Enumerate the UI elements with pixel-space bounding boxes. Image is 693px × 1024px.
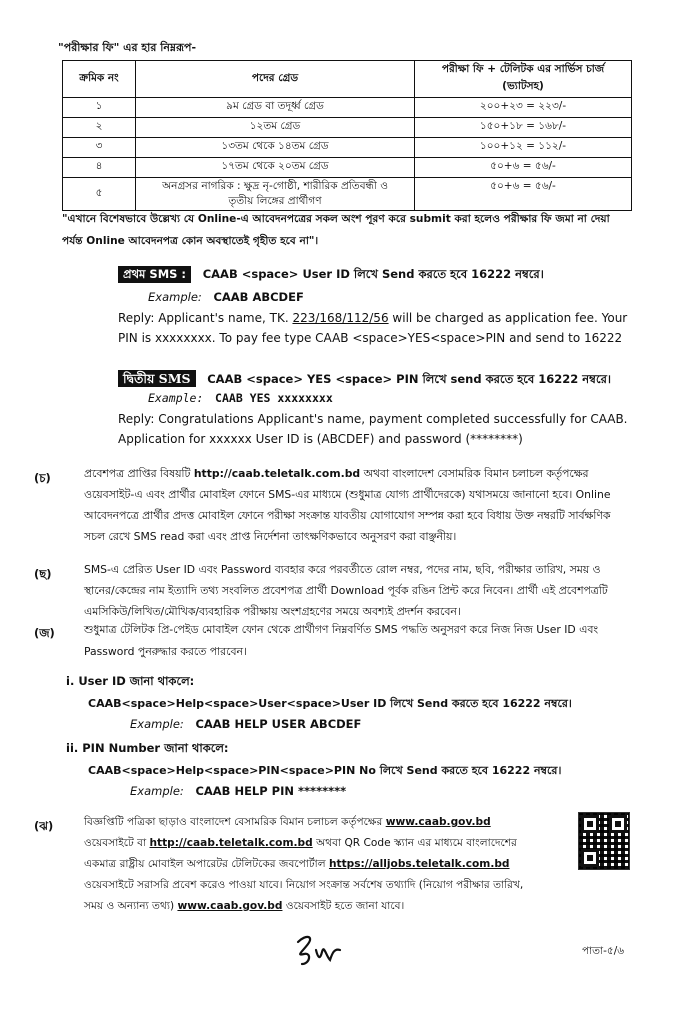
row-grade-line1: অনগ্রসর নাগরিক : ক্ষুদ্র নৃ-গোষ্ঠী, শারীরিক প্রতিবন্ধী ও [162, 180, 388, 192]
row-fee: ১৫০+১৮ = ১৬৮/- [415, 118, 632, 138]
row-serial: ৪ [63, 158, 136, 178]
item2-example [130, 784, 346, 799]
section-jha-line-2 [84, 836, 517, 851]
section-jha-line2-a: ওয়েবসাইটে বা [84, 837, 147, 849]
sms2-reply-line-2: Application for xxxxxx User ID is (ABCDEF) and password (********) [118, 432, 523, 446]
warning-line-2: পর্যন্ত Online আবেদনপত্র কোন অবস্থাতেই গৃহীত হবে না"। [62, 235, 319, 247]
sms1-block [118, 266, 544, 283]
sms2-example-label: Example: [148, 391, 204, 405]
qr-code-icon[interactable] [578, 812, 630, 870]
caab-website-link-2[interactable]: www.caab.gov.bd [177, 900, 283, 912]
row-grade: ৯ম গ্রেড বা তদূর্ধ্ব গ্রেড [136, 98, 415, 118]
sms1-reply-prefix: Reply: Applicant's name, TK. [118, 311, 289, 325]
row-fee: ৫০+৬ = ৫৬/- [415, 158, 632, 178]
row-serial: ৩ [63, 138, 136, 158]
section-chha-line-1: SMS-এ প্রেরিত User ID এবং Password ব্যবহার করে পরবর্তীতে রোল নম্বর, পদের নাম, ছবি, পরীক্ষার তারিখ, সময় ও [84, 563, 601, 576]
row-grade: ১৭তম থেকে ২০তম গ্রেড [136, 158, 415, 178]
section-ja-label: (জ) [34, 626, 55, 640]
fee-table-header [63, 61, 632, 98]
sms1-instruction: CAAB <space> User ID লিখে Send করতে হবে 16222 নম্বরে। [202, 267, 544, 281]
item1-title: i. User ID জানা থাকলে: [66, 674, 195, 688]
item2-example-label: Example: [130, 784, 184, 798]
row-serial: ১ [63, 98, 136, 118]
section-ja-line-2: Password পুনরুদ্ধার করতে পারবেন। [84, 645, 247, 658]
section-chha-label: (ছ) [34, 567, 52, 581]
alljobs-link[interactable]: https://alljobs.teletalk.com.bd [328, 858, 510, 870]
table-row [63, 158, 632, 178]
header-fee: পরীক্ষা ফি + টেলিটক এর সার্ভিস চার্জ (ভ্যাটসহ) [415, 61, 632, 98]
sms1-reply-line-2: PIN is xxxxxxxx. To pay fee type CAAB <space>YES<space>PIN and send to 16222 [118, 331, 623, 345]
sms2-block [118, 370, 611, 387]
sms1-reply-amount: 223/168/112/56 [292, 311, 389, 325]
section-cha-line1-b: অথবা বাংলাদেশ বেসামরিক বিমান চলাচল কর্তৃপক্ষের [363, 467, 589, 480]
caab-website-link[interactable]: www.caab.gov.bd [385, 816, 491, 828]
row-serial: ৫ [63, 178, 136, 211]
sms2-instruction: CAAB <space> YES <space> PIN লিখে send করতে হবে 16222 নম্বরে। [207, 372, 612, 386]
section-chha-line-2: স্থানের/কেন্দ্রের নাম ইত্যাদি তথ্য সংবলিত প্রবেশপত্র প্রার্থী Download পূর্বক রঙিন প্রিন্ট করে নিবেন। প্রার্থী এই প্রবেশপত্রটি [84, 584, 608, 597]
row-grade-line2: তৃতীয় লিঙ্গের প্রার্থীগণ [228, 195, 322, 207]
row-grade [136, 178, 415, 211]
item2-example-value: CAAB HELP PIN ******** [195, 784, 347, 798]
sms1-reply-suffix: will be charged as application fee. Your [392, 311, 628, 325]
sms1-tag: প্রথম SMS : [118, 266, 191, 283]
sms1-example-value: CAAB ABCDEF [213, 290, 304, 304]
warning-line-1: "এখানে বিশেষভাবে উল্লেখ্য যে Online-এ আবেদনপত্রের সকল অংশ পূরণ করে submit করা হলেও পরীক্ষার ফি জমা না দেয়া [62, 213, 610, 225]
section-jha-label: (ঝ) [34, 819, 54, 833]
fee-intro: "পরীক্ষার ফি" এর হার নিম্নরূপ- [58, 41, 197, 54]
item1-example-value: CAAB HELP USER ABCDEF [195, 717, 362, 731]
row-grade: ১২তম গ্রেড [136, 118, 415, 138]
row-fee: ১০০+১২ = ১১২/- [415, 138, 632, 158]
section-ja-line-1: শুধুমাত্র টেলিটক প্রি-পেইড মোবাইল ফোন থেকে প্রার্থীগণ নিম্নবর্ণিত SMS পদ্ধতি অনুসরণ করে নিজ নিজ User ID এবং [84, 623, 599, 636]
sms2-example [148, 391, 333, 406]
page-number: পাতা-৫/৬ [582, 945, 625, 957]
section-cha-line-1 [84, 466, 588, 481]
table-row [63, 118, 632, 138]
table-row [63, 178, 632, 211]
qr-finder-top-right [609, 815, 627, 833]
section-jha-line-5 [84, 899, 404, 914]
section-jha-line2-b: অথবা QR Code স্ক্যান এর মাধ্যমে বাংলাদেশের [316, 837, 517, 849]
sms1-example-label: Example: [148, 290, 202, 304]
section-jha-line5-a: সময় ও অন্যান্য তথ্য) [84, 900, 175, 912]
sms1-example [148, 290, 304, 305]
qr-finder-bottom-left [581, 849, 599, 867]
section-cha-line1-a: প্রবেশপত্র প্রাপ্তির বিষয়টি [84, 467, 191, 480]
item1-example-label: Example: [130, 717, 184, 731]
row-fee: ৫০+৬ = ৫৬/- [415, 178, 632, 211]
section-cha-line-2: ওয়েবসাইট-এ এবং প্রার্থীর মোবাইল ফোনে SMS-এর মাধ্যমে (শুধুমাত্র যোগ্য প্রার্থীদেরকে) যথাসময়ে জানানো হবে। Online [84, 488, 611, 501]
sms2-reply-line-1: Reply: Congratulations Applicant's name, payment completed successfully for CAAB. [118, 412, 628, 426]
row-serial: ২ [63, 118, 136, 138]
teletalk-caab-link[interactable]: http://caab.teletalk.com.bd [149, 837, 313, 849]
section-jha-line1-a: বিজ্ঞপ্তিটি পত্রিকা ছাড়াও বাংলাদেশ বেসামরিক বিমান চলাচল কর্তৃপক্ষের [84, 816, 383, 828]
section-jha-line-4: ওয়েবসাইটে সরাসরি প্রবেশ করেও পাওয়া যাবে। নিয়োগ সংক্রান্ত সর্বশেষ তথ্যাদি (নিয়োগ পরীক্ষার তারিখ, [84, 879, 524, 891]
qr-finder-top-left [581, 815, 599, 833]
header-grade: পদের গ্রেড [136, 61, 415, 98]
sms2-tag: দ্বিতীয় SMS [118, 370, 196, 387]
sms1-reply-line-1 [118, 311, 627, 326]
header-serial: ক্রমিক নং [63, 61, 136, 98]
teletalk-link[interactable]: http://caab.teletalk.com.bd [193, 467, 361, 480]
section-jha-line5-b: ওয়েবসাইট হতে জানা যাবে। [285, 900, 405, 912]
table-row [63, 98, 632, 118]
fee-table [62, 60, 632, 211]
section-cha-line-4: সচল রেখে SMS read করা এবং প্রাপ্ত নির্দেশনা তাৎক্ষণিকভাবে অনুসরণ করা বাঞ্ছনীয়। [84, 530, 457, 543]
item2-title: ii. PIN Number জানা থাকলে: [66, 741, 229, 755]
section-chha-line-3: এমসিকিউ/লিখিত/মৌখিক/ব্যবহারিক পরীক্ষায় অংশগ্রহণের সময়ে অবশ্যই প্রদর্শন করবেন। [84, 605, 461, 618]
row-fee: ২০০+২৩ = ২২৩/- [415, 98, 632, 118]
section-cha-label: (চ) [34, 471, 51, 485]
item2-command: CAAB<space>Help<space>PIN<space>PIN No লিখে Send করতে হবে 16222 নম্বরে। [88, 764, 562, 777]
section-jha-line3-a: একমাত্র রাষ্ট্রীয় মোবাইল অপারেটর টেলিটকের জবপোর্টাল [84, 858, 326, 870]
signature-icon [292, 930, 352, 970]
section-jha-line-1 [84, 815, 491, 830]
item1-example [130, 717, 361, 732]
section-jha-line-3 [84, 857, 510, 872]
item1-command: CAAB<space>Help<space>User<space>User ID লিখে Send করতে হবে 16222 নম্বরে। [88, 697, 572, 710]
row-grade: ১৩তম থেকে ১৪তম গ্রেড [136, 138, 415, 158]
section-cha-line-3: আবেদনপত্রে প্রার্থীর প্রদত্ত মোবাইল ফোনে পরীক্ষা সংক্রান্ত যাবতীয় যোগাযোগ সম্পন্ন করা হবে বিধায় উক্ত নম্বরটি সার্বক্ষণিক [84, 509, 611, 522]
table-row [63, 138, 632, 158]
sms2-example-value: CAAB YES xxxxxxxx [215, 391, 333, 405]
